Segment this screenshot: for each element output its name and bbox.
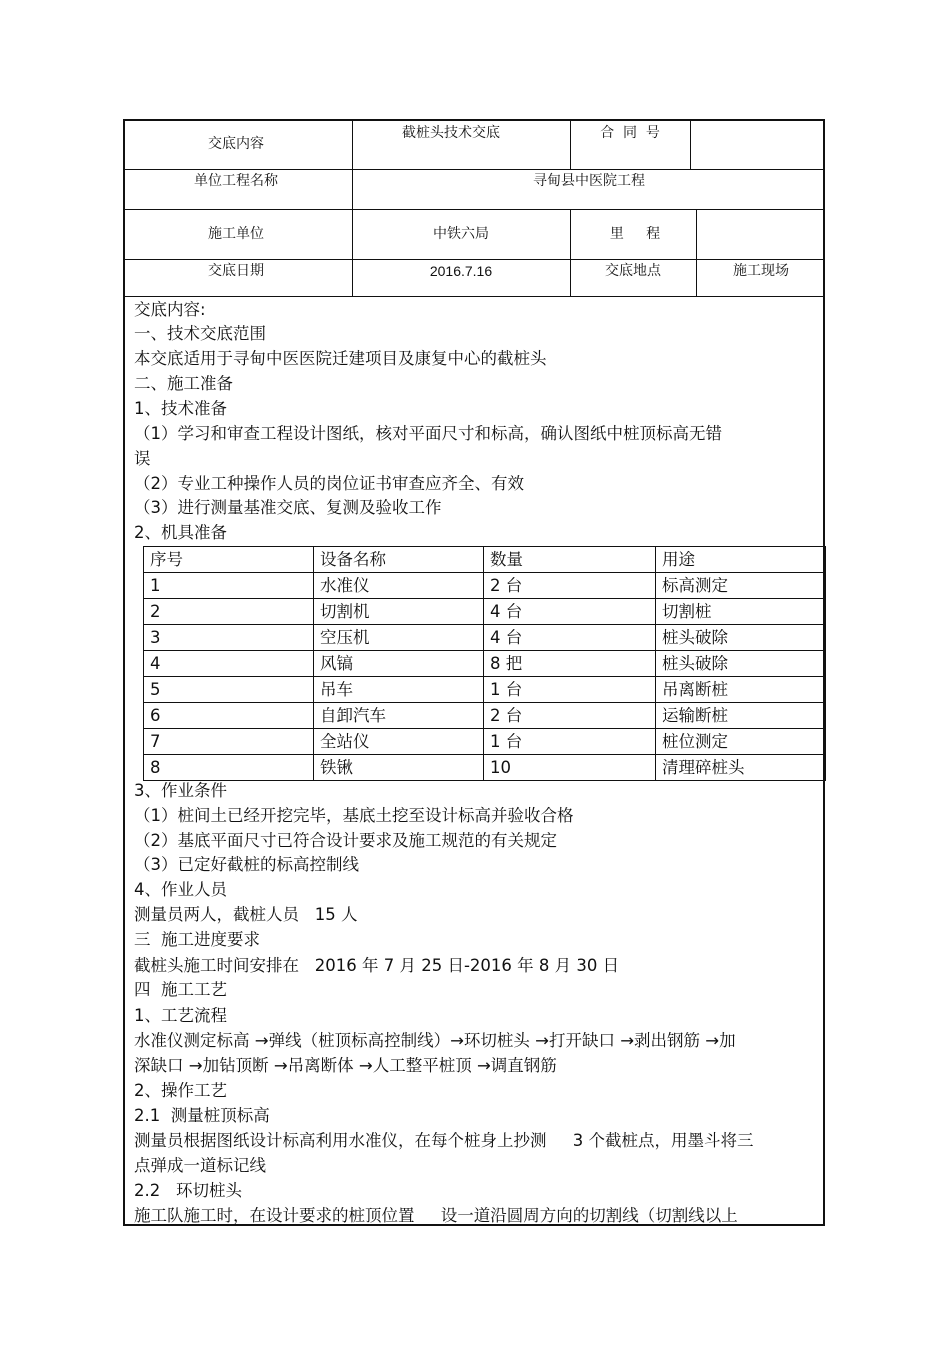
step-2-1-title: 2.1 测量桩顶标高 [134, 1106, 270, 1125]
date-label: 交底日期 [208, 263, 264, 279]
work-condition-2: （2）基底平面尺寸已符合设计要求及施工规范的有关规定 [134, 831, 557, 850]
tech-prep-title: 1、技术准备 [134, 399, 227, 418]
tech-prep-item-3: （3）进行测量基准交底、复测及验收工作 [134, 498, 442, 517]
cell-qty: 4 台 [484, 625, 656, 651]
table-row [144, 677, 826, 703]
equipment-prep-title: 2、机具准备 [134, 523, 227, 542]
cell-name: 水准仪 [314, 573, 484, 599]
content-intro: 交底内容: [134, 300, 206, 319]
cell-qty: 4 台 [484, 599, 656, 625]
cell-qty: 8 把 [484, 651, 656, 677]
cell-qty: 2 台 [484, 703, 656, 729]
cell-name: 铁锹 [314, 755, 484, 781]
construction-unit-value: 中铁六局 [433, 226, 489, 242]
cell-use: 标高测定 [656, 573, 826, 599]
place-label: 交底地点 [605, 263, 661, 279]
cell-qty: 10 [484, 755, 656, 781]
cell-no: 6 [144, 703, 314, 729]
work-condition-1: （1）桩间土已经开挖完毕，基底土挖至设计标高并验收合格 [134, 806, 574, 825]
step-2-1-line-1: 测量员根据图纸设计标高利用水准仪，在每个桩身上抄测 3 个截桩点，用墨斗将三 [134, 1131, 754, 1150]
work-condition-3: （3）已定好截桩的标高控制线 [134, 855, 359, 874]
step-2-2-line-1: 施工队施工时，在设计要求的桩顶位置 设一道沿圆周方向的切割线（切割线以上 [134, 1206, 738, 1225]
cell-no: 4 [144, 651, 314, 677]
cell-name: 切割机 [314, 599, 484, 625]
table-row [144, 651, 826, 677]
form-title: 截桩头技术交底 [402, 125, 500, 141]
row-divider [125, 259, 823, 260]
cell-use: 切割桩 [656, 599, 826, 625]
table-row [144, 729, 826, 755]
tech-prep-item-2: （2）专业工种操作人员的岗位证书审查应齐全、有效 [134, 474, 524, 493]
section-2-title: 二、施工准备 [134, 374, 233, 393]
cell-qty: 1 台 [484, 729, 656, 755]
section-3-title: 三 施工进度要求 [134, 930, 260, 949]
cell-name: 吊车 [314, 677, 484, 703]
table-row [144, 703, 826, 729]
date-value: 2016.7.16 [429, 263, 493, 279]
equipment-table [143, 546, 826, 781]
contract-label: 合 同 号 [600, 125, 660, 141]
col-divider [696, 209, 697, 296]
header-cell-no: 序号 [144, 547, 314, 573]
col-divider [570, 121, 571, 169]
place-value: 施工现场 [733, 263, 789, 279]
cell-use: 清理碎桩头 [656, 755, 826, 781]
col-divider [352, 121, 353, 296]
cell-no: 3 [144, 625, 314, 651]
process-flow-line-1: 水准仪测定标高 →弹线（桩顶标高控制线）→环切桩头 →打开缺口 →剥出钢筋 →加 [134, 1031, 736, 1050]
header-cell-qty: 数量 [484, 547, 656, 573]
cell-use: 吊离断桩 [656, 677, 826, 703]
cell-name: 自卸汽车 [314, 703, 484, 729]
section-3-text: 截桩头施工时间安排在 2016 年 7 月 25 日-2016 年 8 月 30 日 [134, 956, 620, 975]
col-divider [690, 121, 691, 169]
staff-text: 测量员两人，截桩人员 15 人 [134, 905, 358, 924]
header-cell-name: 设备名称 [314, 547, 484, 573]
row-divider [125, 296, 823, 297]
cell-use: 桩头破除 [656, 651, 826, 677]
cell-qty: 2 台 [484, 573, 656, 599]
tech-prep-item-1: （1）学习和审查工程设计图纸，核对平面尺寸和标高，确认图纸中桩顶标高无错 [134, 424, 722, 443]
col-divider [570, 209, 571, 296]
cell-no: 2 [144, 599, 314, 625]
work-conditions-title: 3、作业条件 [134, 781, 227, 800]
construction-unit-label: 施工单位 [208, 226, 264, 242]
cell-name: 全站仪 [314, 729, 484, 755]
row-divider [125, 209, 823, 210]
table-row [144, 755, 826, 781]
cell-use: 运输断桩 [656, 703, 826, 729]
cell-no: 8 [144, 755, 314, 781]
unit-project-label: 单位工程名称 [194, 173, 278, 189]
step-2-2-title: 2.2 环切桩头 [134, 1181, 242, 1200]
cell-use: 桩头破除 [656, 625, 826, 651]
section-4-title: 四 施工工艺 [134, 980, 227, 999]
staff-title: 4、作业人员 [134, 880, 227, 899]
equipment-header-row [144, 547, 826, 573]
tech-prep-item-1-cont: 误 [134, 449, 151, 468]
content-label: 交底内容 [208, 136, 264, 152]
table-row [144, 599, 826, 625]
section-1-text: 本交底适用于寻甸中医医院迁建项目及康复中心的截桩头 [134, 349, 547, 368]
cell-no: 1 [144, 573, 314, 599]
cell-name: 风镐 [314, 651, 484, 677]
cell-name: 空压机 [314, 625, 484, 651]
mileage-label: 里 程 [609, 226, 661, 242]
cell-qty: 1 台 [484, 677, 656, 703]
row-divider [125, 169, 823, 170]
section-1-title: 一、技术交底范围 [134, 324, 266, 343]
table-row [144, 573, 826, 599]
cell-use: 桩位测定 [656, 729, 826, 755]
process-flow-line-2: 深缺口 →加钻顶断 →吊离断体 →人工整平桩顶 →调直钢筋 [134, 1056, 557, 1075]
process-flow-title: 1、工艺流程 [134, 1006, 227, 1025]
cell-no: 5 [144, 677, 314, 703]
step-2-1-line-2: 点弹成一道标记线 [134, 1156, 266, 1175]
table-row [144, 625, 826, 651]
header-cell-use: 用途 [656, 547, 826, 573]
unit-project-value: 寻甸县中医院工程 [533, 173, 645, 189]
operation-title: 2、操作工艺 [134, 1081, 227, 1100]
cell-no: 7 [144, 729, 314, 755]
